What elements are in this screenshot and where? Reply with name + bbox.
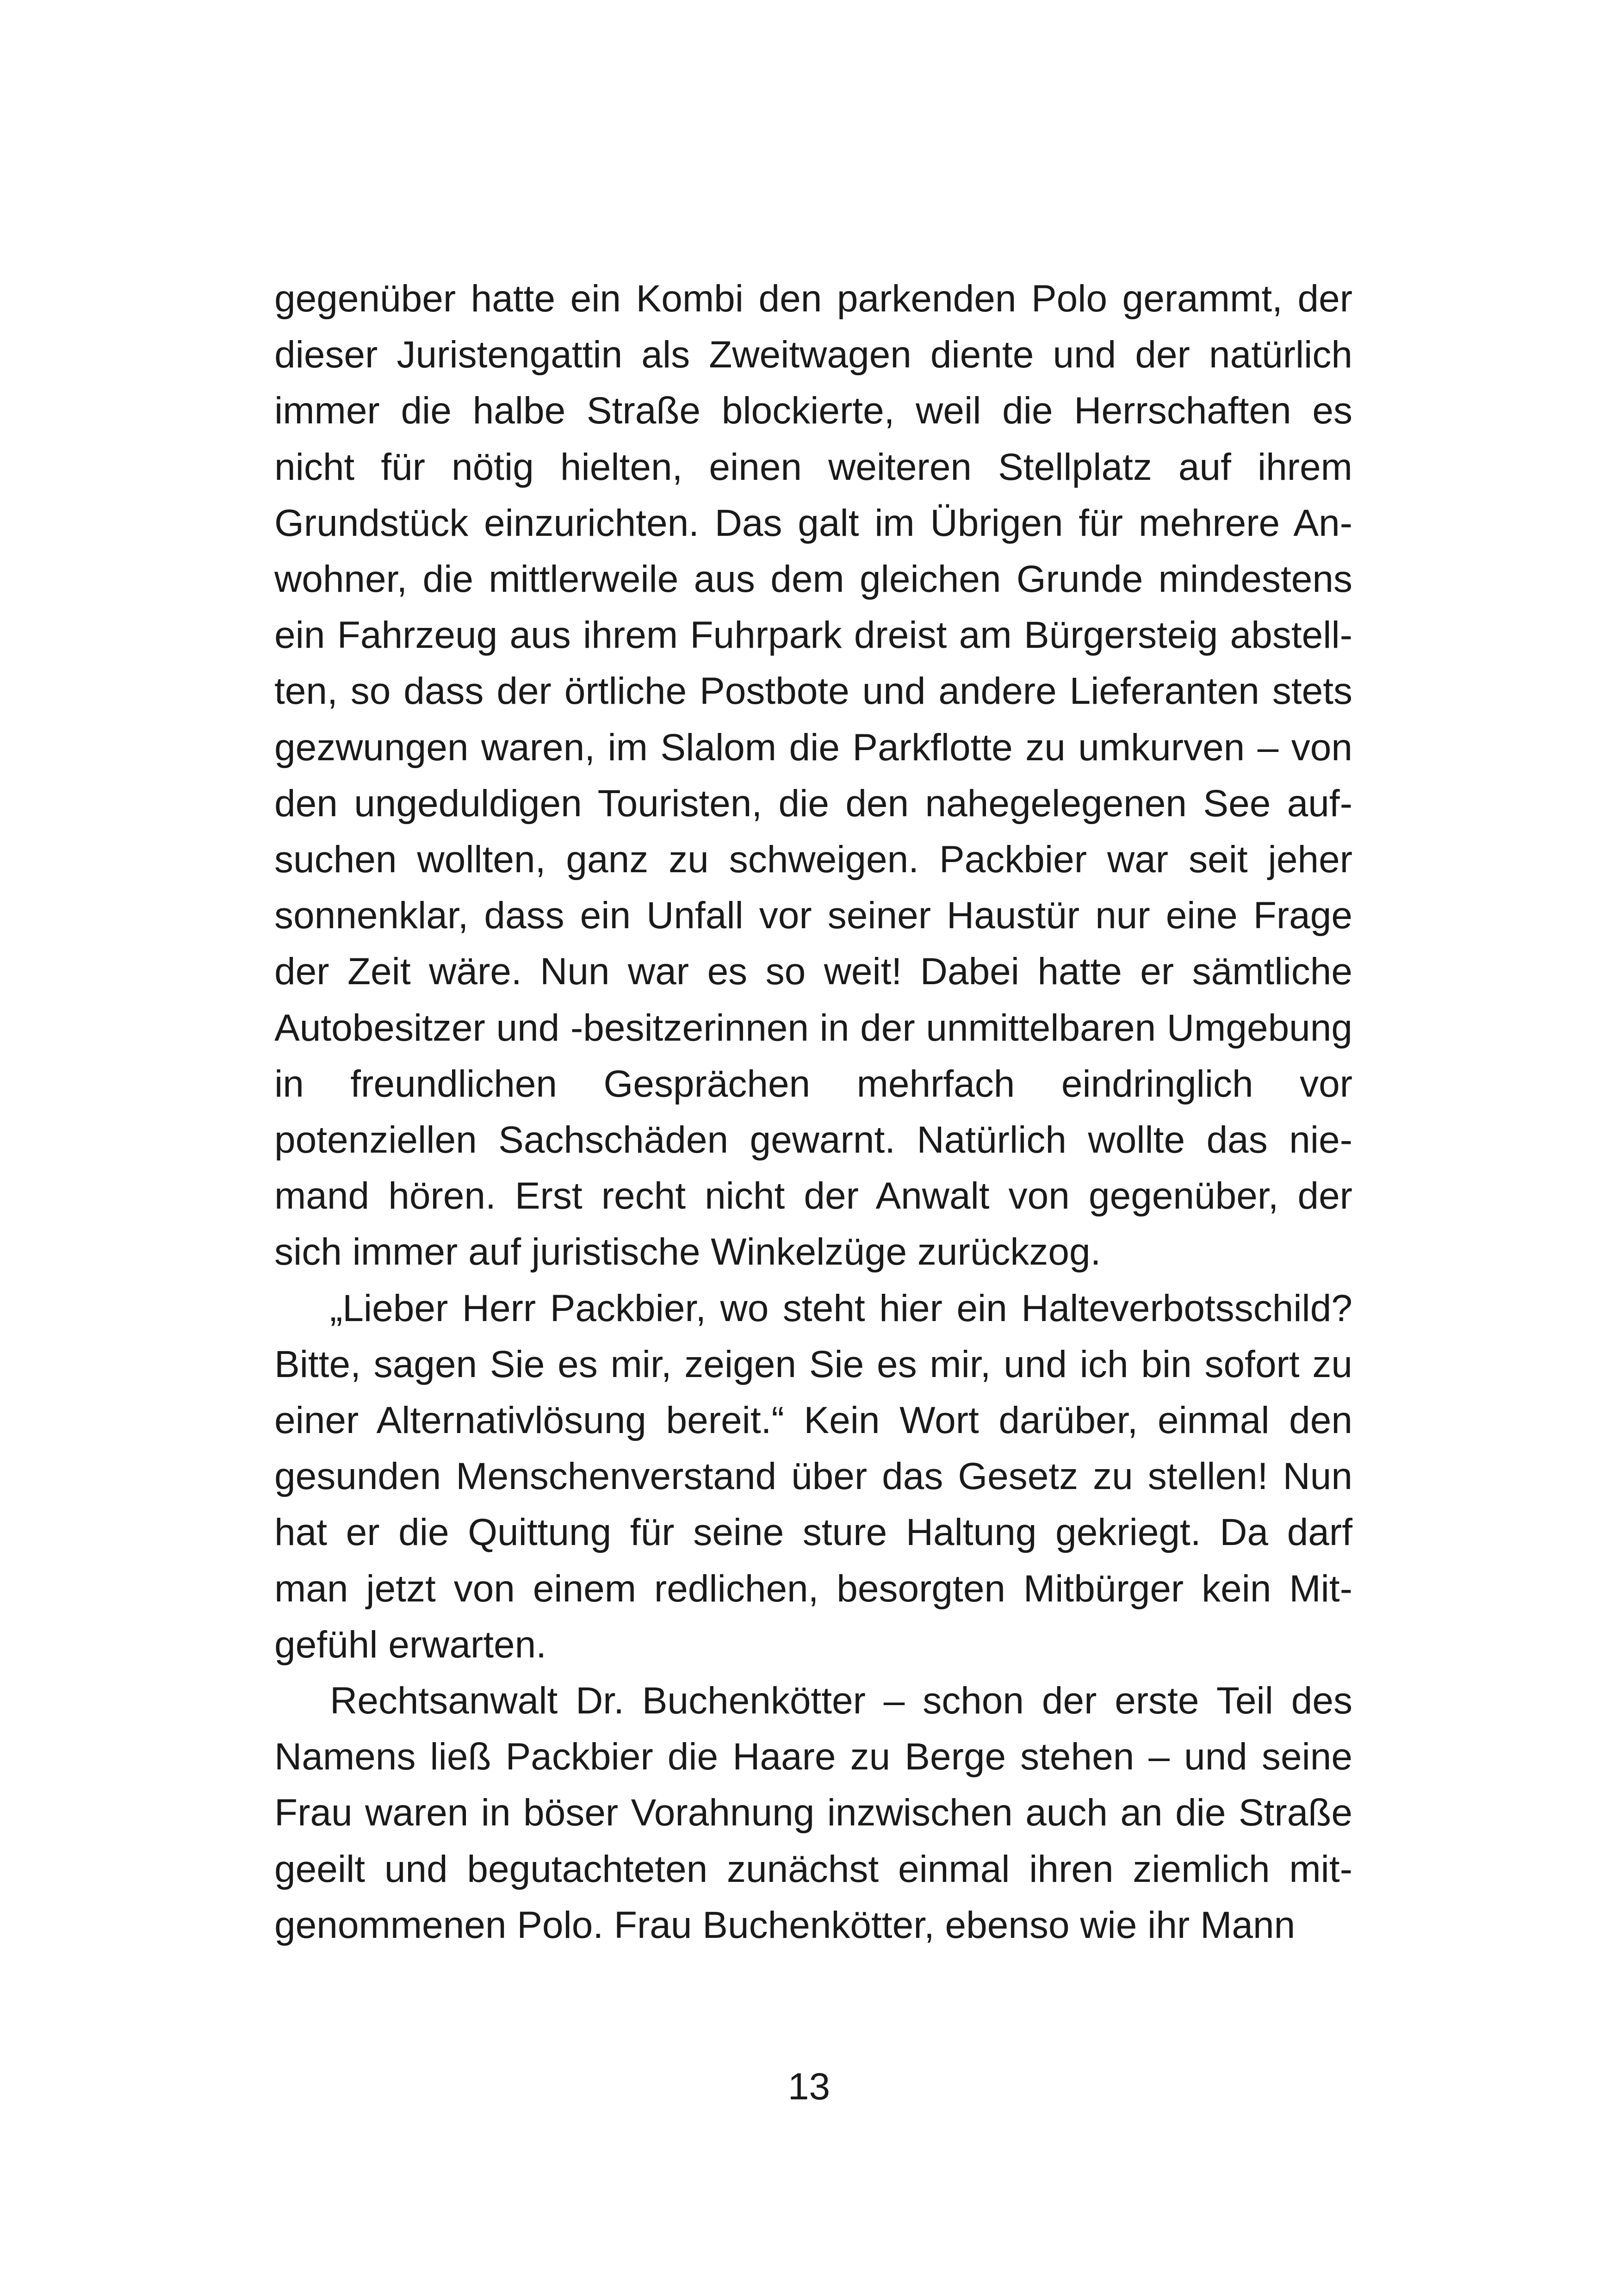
paragraph-1: gegenüber hatte ein Kombi den parkenden Polo gerammt, der dieser Juristengattin als Zweitwagen diente und der natürlich immer die halbe Straße blockierte, weil die Herrschaften es nicht für nötig hielten, einen weiteren Stellplatz auf ihrem Grundstück einzurichten. Das galt im Übrigen für mehrere Anwohner, die mittlerweile aus dem gleichen Grunde mindestens ein Fahrzeug aus ihrem Fuhrpark dreist am Bürgersteig abstellten, so dass der örtliche Postbote und andere Lieferanten stets gezwungen waren, im Slalom die Parkflotte zu umkurven – von den ungeduldigen Touristen, die den nahegelegenen See aufsuchen wollten, ganz zu schweigen. Packbier war seit jeher sonnenklar, dass ein Unfall vor seiner Haustür nur eine Frage der Zeit wäre. Nun war es so weit! Dabei hatte er sämtliche Autobesitzer und -besitzerinnen in der unmittelbaren Umgebung in freundlichen Gesprächen mehrfach eindringlich vor potenziellen Sachschäden gewarnt. Natürlich wollte das niemand hören. Erst recht nicht der Anwalt von gegenüber, der sich immer auf juristische Winkelzüge zurückzog. <box>274 278 1352 1273</box>
paragraph-3: Rechtsanwalt Dr. Buchenkötter – schon der erste Teil des Namens ließ Packbier die Haare zu Berge stehen – und seine Frau waren in böser Vorahnung inzwischen auch an die Straße geeilt und begutachteten zunächst einmal ihren ziemlich mitgenommenen Polo. Frau Buchenkötter, ebenso wie ihr Mann <box>274 1680 1352 1946</box>
page-number: 13 <box>787 2066 831 2108</box>
paragraph-2: „Lieber Herr Packbier, wo steht hier ein Halteverbotsschild? Bitte, sagen Sie es mir, zeigen Sie es mir, und ich bin sofort zu einer Alternativlösung bereit.“ Kein Wort darüber, einmal den gesunden Menschenverstand über das Gesetz zu stellen! Nun hat er die Quittung für seine sture Haltung gekriegt. Da darf man jetzt von einem redlichen, besorgten Mitbürger kein Mitgefühl erwarten. <box>274 1287 1352 1666</box>
body-text <box>274 271 1352 1953</box>
